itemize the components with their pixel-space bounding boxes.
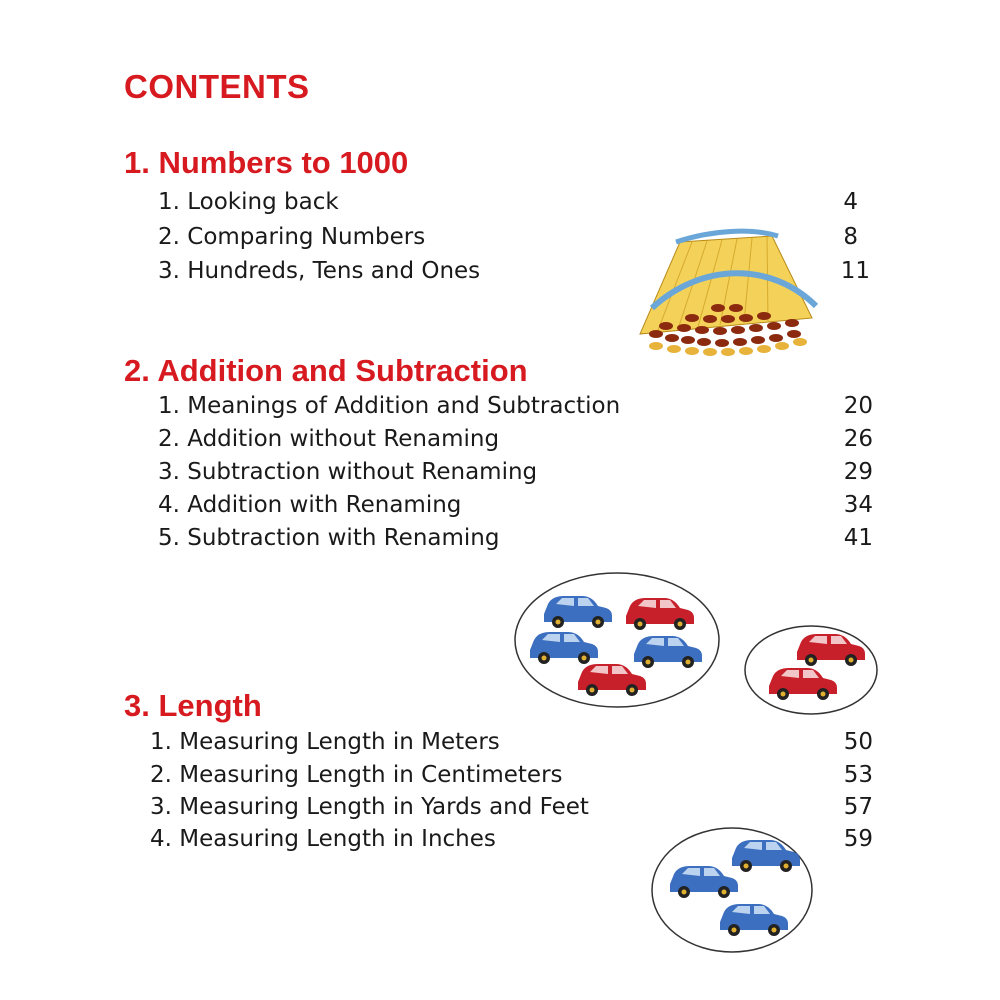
toc-entry-label: 2. Measuring Length in Centimeters (150, 762, 563, 788)
toc-entry-page: 29 (843, 459, 873, 485)
toc-entry-label: 4. Addition with Renaming (158, 492, 462, 518)
toc-entry-label: 3. Hundreds, Tens and Ones (158, 258, 481, 284)
chapter-3-title: 3. Length (124, 688, 262, 723)
chapter-2-title: 2. Addition and Subtraction (124, 353, 528, 388)
toc-entry-label: 1. Meanings of Addition and Subtraction (158, 393, 621, 419)
toc-entry-label: 4. Measuring Length in Inches (150, 826, 496, 852)
toc-entry-label: 3. Measuring Length in Yards and Feet (150, 794, 589, 820)
toc-entry-label: 2. Addition without Renaming (158, 426, 500, 452)
toc-entry-label: 2. Comparing Numbers (158, 224, 426, 250)
car-group-icon (743, 624, 881, 716)
toc-entry-page: 59 (843, 826, 873, 852)
toc-entry-page: 57 (843, 794, 873, 820)
stick-bundle-icon (632, 222, 822, 362)
toc-entry-label: 5. Subtraction with Renaming (158, 525, 500, 551)
toc-entry-label: 3. Subtraction without Renaming (158, 459, 538, 485)
toc-entry-page: 53 (843, 762, 873, 788)
toc-entry-page: 11 (840, 258, 870, 284)
toc-entry-page: 4 (843, 189, 858, 215)
toc-entry-page: 26 (843, 426, 873, 452)
toc-entry-label: 1. Measuring Length in Meters (150, 729, 500, 755)
toc-entry-page: 8 (843, 224, 858, 250)
car-group-icon (650, 826, 814, 954)
toc-entry-page: 41 (843, 525, 873, 551)
page-title: CONTENTS (124, 68, 310, 105)
toc-entry-label: 1. Looking back (158, 189, 339, 215)
chapter-1-title: 1. Numbers to 1000 (124, 145, 409, 180)
toc-entry-page: 20 (843, 393, 873, 419)
toc-entry-page: 50 (843, 729, 873, 755)
car-group-icon (512, 570, 722, 710)
toc-entry-page: 34 (843, 492, 873, 518)
